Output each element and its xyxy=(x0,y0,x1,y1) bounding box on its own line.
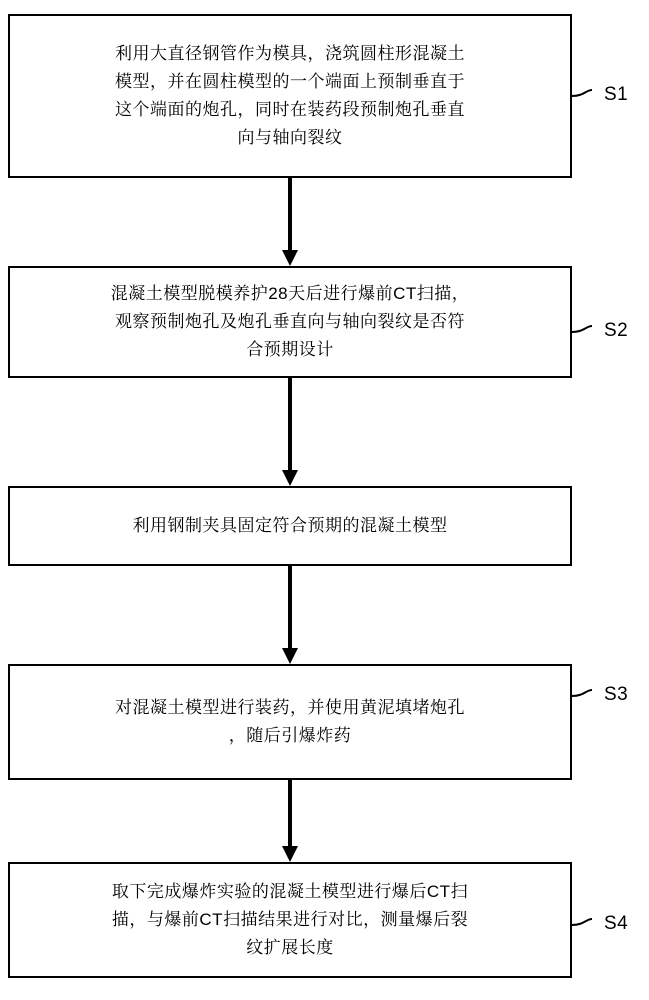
step-label-s2: S2 xyxy=(604,320,629,341)
flow-node-s4-text: 取下完成爆炸实验的混凝土模型进行爆后CT扫 描，与爆前CT扫描结果进行对比，测量爆后裂 纹扩展长度 xyxy=(111,881,469,958)
flow-node-s1-text: 利用大直径钢管作为模具，浇筑圆柱形混凝土 模型，并在圆柱模型的一个端面上预制垂直于 这个端面的炮孔，同时在装药段预制炮孔垂直 向与轴向裂纹 xyxy=(115,43,465,148)
step-label-s4: S4 xyxy=(604,913,629,934)
step-label-s1: S1 xyxy=(604,84,629,105)
step-label-s3: S3 xyxy=(604,684,629,705)
flow-node-s2-text: 混凝土模型脱模养护28天后进行爆前CT扫描， 观察预制炮孔及炮孔垂直向与轴向裂纹是否符 合预期设计 xyxy=(110,283,470,360)
flow-node-fixture-text: 利用钢制夹具固定符合预期的混凝土模型 xyxy=(132,515,448,535)
flow-node-s3 xyxy=(8,664,572,780)
flow-node-fixture xyxy=(8,486,572,566)
flow-node-s4 xyxy=(8,862,572,978)
flow-node-s3-text: 对混凝土模型进行装药，并使用黄泥填堵炮孔 ，随后引爆炸药 xyxy=(115,697,465,745)
flow-node-s2 xyxy=(8,266,572,378)
flow-node-s1 xyxy=(8,14,572,178)
